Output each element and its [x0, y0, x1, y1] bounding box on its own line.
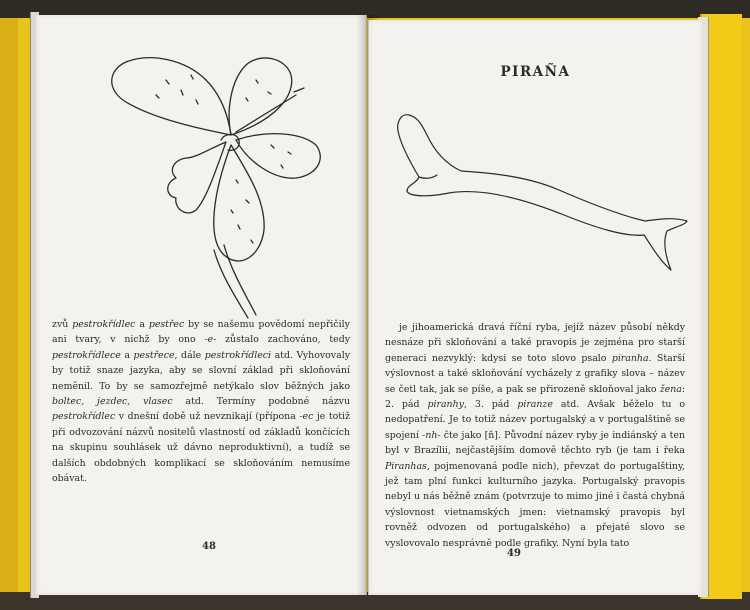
- text-run: a: [135, 319, 149, 330]
- text-run: , dále: [174, 349, 205, 361]
- italic-term: pestrokřídlec: [72, 319, 136, 330]
- text-run: v dnešní době už nevznikají (přípona: [115, 411, 300, 423]
- page-number: 48: [202, 541, 216, 552]
- right-page-paragraph: [385, 320, 685, 551]
- italic-term: piranhy: [427, 399, 464, 411]
- italic-term: pestřece: [133, 349, 175, 361]
- italic-term: Piranhas: [385, 460, 427, 472]
- text-run: , pojmenovaná podle nich), převzat do portugalštiny, jež tam plní funkci kulturního jazyka. Portugalský pravopis nebyl u nás běžně znám (potvrzuje to mimo jiné i častá chybná výslovnost vietnamských jmen: vietnamský pravopis byl rovněž odvozen od portugalského) a přejaté slovo se vyslovovalo nesprávně podle grafiky. Nyní byla tato: [385, 460, 685, 549]
- flower-icon: [96, 40, 326, 320]
- italic-term: piranha: [611, 352, 649, 364]
- text-run: atd. Termíny podobné názvu: [172, 396, 350, 408]
- text-run: čte jako [ň]. Původní název ryby je indiánský a ten byl v Brazílii, nejčastějším domově těchto ryb (je tam i řeka: [385, 429, 685, 457]
- text-run: atd. Vyhovovaly by totiž snaze jazyka, aby se slovní základ při skloňování neměnil. To by se samozřejmě netýkalo slov běžných jako: [52, 349, 350, 392]
- page-number: 49: [507, 548, 521, 559]
- italic-term: žena: [659, 383, 682, 395]
- chapter-title: PIRAÑA: [500, 64, 571, 80]
- italic-term: pestrokřídlec: [52, 411, 116, 423]
- text-run: je jihoamerická dravá říční ryba, jejíž název působí někdy nesnáze při skloňování a také pravopis je zejména pro starší generaci nezvyklý: kdysi se toto slovo psalo: [385, 322, 685, 364]
- text-run: atd. Avšak běželo tu o nedopatření. Je to totiž název portugalský a v portugalštině se spojení: [385, 399, 685, 441]
- text-run: , 3. pád: [463, 399, 518, 411]
- text-run: je totiž při odvozování názvů nositelů vlastností od základů končících na skupinu souhlásek už dávno neproduktivní), a tudíž se dalších obdobných komplikací se skloňováním nemusíme obávat.: [52, 411, 350, 485]
- text-run: . Starší výslovnost a také skloňování vycházely z grafiky slova – název se četl tak, jak se píše, a pak se přirozeně skloňoval jako: [385, 352, 685, 395]
- italic-term: pestrokřídlece: [52, 349, 121, 361]
- italic-term: pestrokřídleci: [204, 349, 271, 361]
- italic-term: -nh-: [422, 429, 441, 441]
- cover-spine-edge: [0, 0, 18, 610]
- text-run: zvů: [52, 319, 73, 330]
- text-run: a: [120, 349, 134, 361]
- italic-term: -e-: [204, 334, 217, 346]
- text-run: by se našemu povědomí nepřičily ani tvary, v nichž by ono: [52, 319, 350, 346]
- right-page: [368, 20, 702, 595]
- text-run: zůstalo zachováno, tedy: [216, 334, 350, 346]
- text-run: : 2. pád: [385, 383, 685, 411]
- fish-tail-leg-icon: [389, 105, 689, 305]
- italic-term: boltec, jezdec, vlasec: [52, 396, 173, 408]
- left-page: [36, 15, 367, 595]
- italic-term: piranze: [517, 399, 553, 411]
- left-page-paragraph: [52, 317, 350, 486]
- italic-term: pestřec: [148, 319, 185, 330]
- italic-term: -ec: [299, 411, 314, 423]
